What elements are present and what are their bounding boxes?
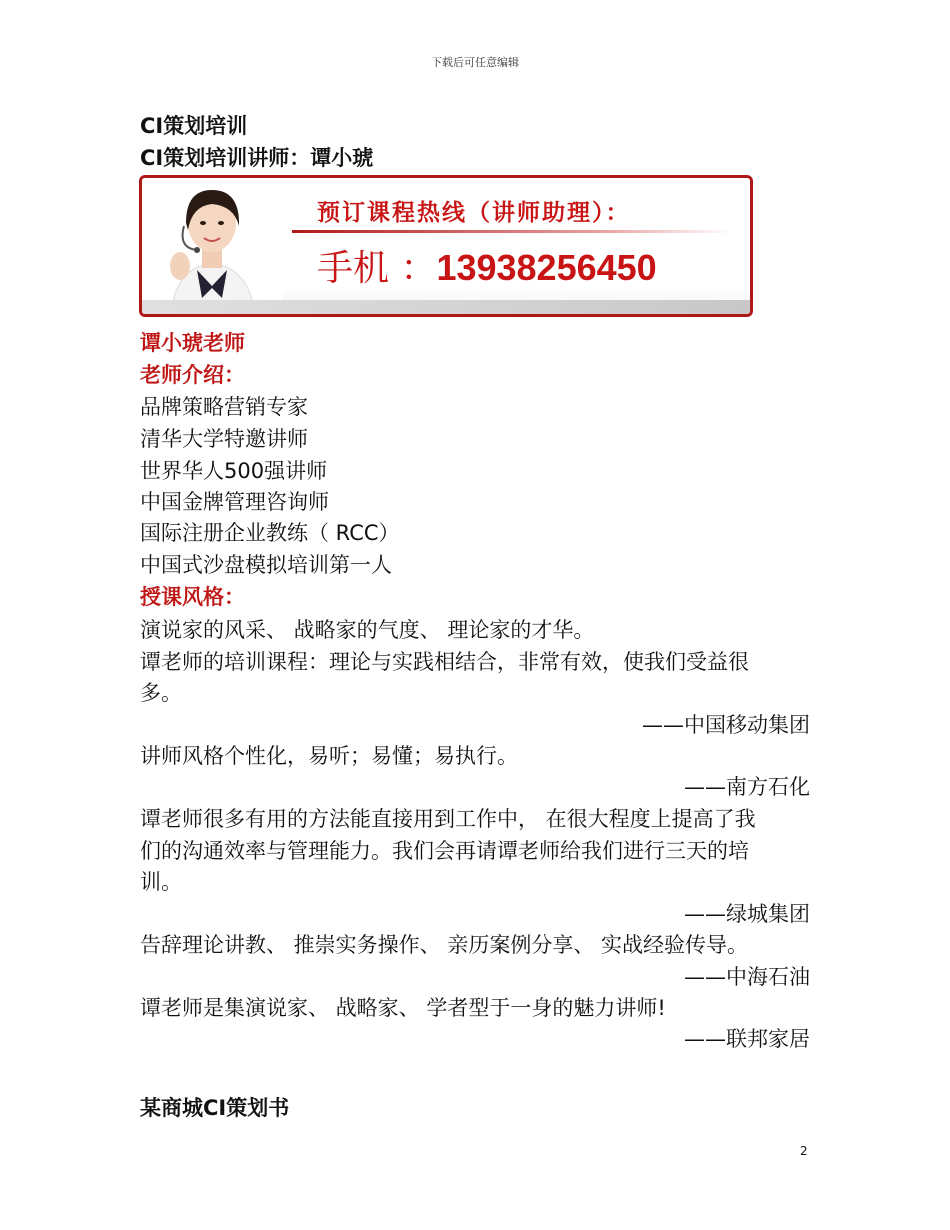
next-section-title: 某商城CI策划书 — [140, 1096, 290, 1120]
phone-number: 13938256450 — [436, 247, 657, 288]
style-heading: 授课风格： — [140, 585, 245, 609]
page-header-note: 下载后可任意编辑 — [431, 56, 519, 69]
testimonial-line: 谭老师是集演说家、 战略家、 学者型于一身的魅力讲师! — [140, 996, 666, 1020]
banner-phone — [317, 240, 657, 291]
intro-item: 世界华人500强讲师 — [140, 459, 328, 483]
banner-bottom-bar — [142, 300, 750, 314]
testimonial-line: 谭老师很多有用的方法能直接用到工作中， 在很大程度上提高了我 — [140, 807, 756, 831]
testimonial-source: ——南方石化 — [684, 775, 810, 799]
banner-divider — [292, 230, 732, 233]
receptionist-illustration — [142, 178, 282, 308]
teacher-name: 谭小琥老师 — [140, 331, 245, 355]
intro-item: 清华大学特邀讲师 — [140, 427, 308, 451]
style-text: 演说家的风采、 战略家的气度、 理论家的才华。 — [140, 618, 595, 642]
document-subtitle: CI策划培训讲师：谭小琥 — [140, 146, 374, 170]
testimonial-source: ——联邦家居 — [684, 1027, 810, 1051]
intro-item: 中国式沙盘模拟培训第一人 — [140, 553, 392, 577]
document-title: CI策划培训 — [140, 114, 248, 138]
intro-item: 品牌策略营销专家 — [140, 395, 308, 419]
intro-item: 中国金牌管理咨询师 — [140, 490, 329, 514]
hotline-banner — [139, 175, 753, 317]
phone-label: 手机 ： — [317, 248, 437, 289]
testimonial-source: ——中国移动集团 — [642, 713, 810, 737]
testimonial-line: 训。 — [140, 870, 182, 894]
testimonial-line: 告辞理论讲教、 推崇实务操作、 亲历案例分享、 实战经验传导。 — [140, 933, 749, 957]
testimonial-line: 们的沟通效率与管理能力。我们会再请谭老师给我们进行三天的培 — [140, 839, 749, 863]
intro-item: 国际注册企业教练（ RCC） — [140, 521, 400, 545]
testimonial-source: ——中海石油 — [684, 965, 810, 989]
testimonial-line: 讲师风格个性化，易听；易懂；易执行。 — [140, 744, 518, 768]
intro-heading: 老师介绍： — [140, 363, 245, 387]
testimonial-source: ——绿城集团 — [684, 902, 810, 926]
testimonial-line: 多。 — [140, 681, 182, 705]
testimonial-line: 谭老师的培训课程：理论与实践相结合，非常有效，使我们受益很 — [140, 650, 749, 674]
page-number: 2 — [800, 1144, 808, 1158]
banner-hotline-text: 预订课程热线（讲师助理）： — [317, 200, 631, 226]
